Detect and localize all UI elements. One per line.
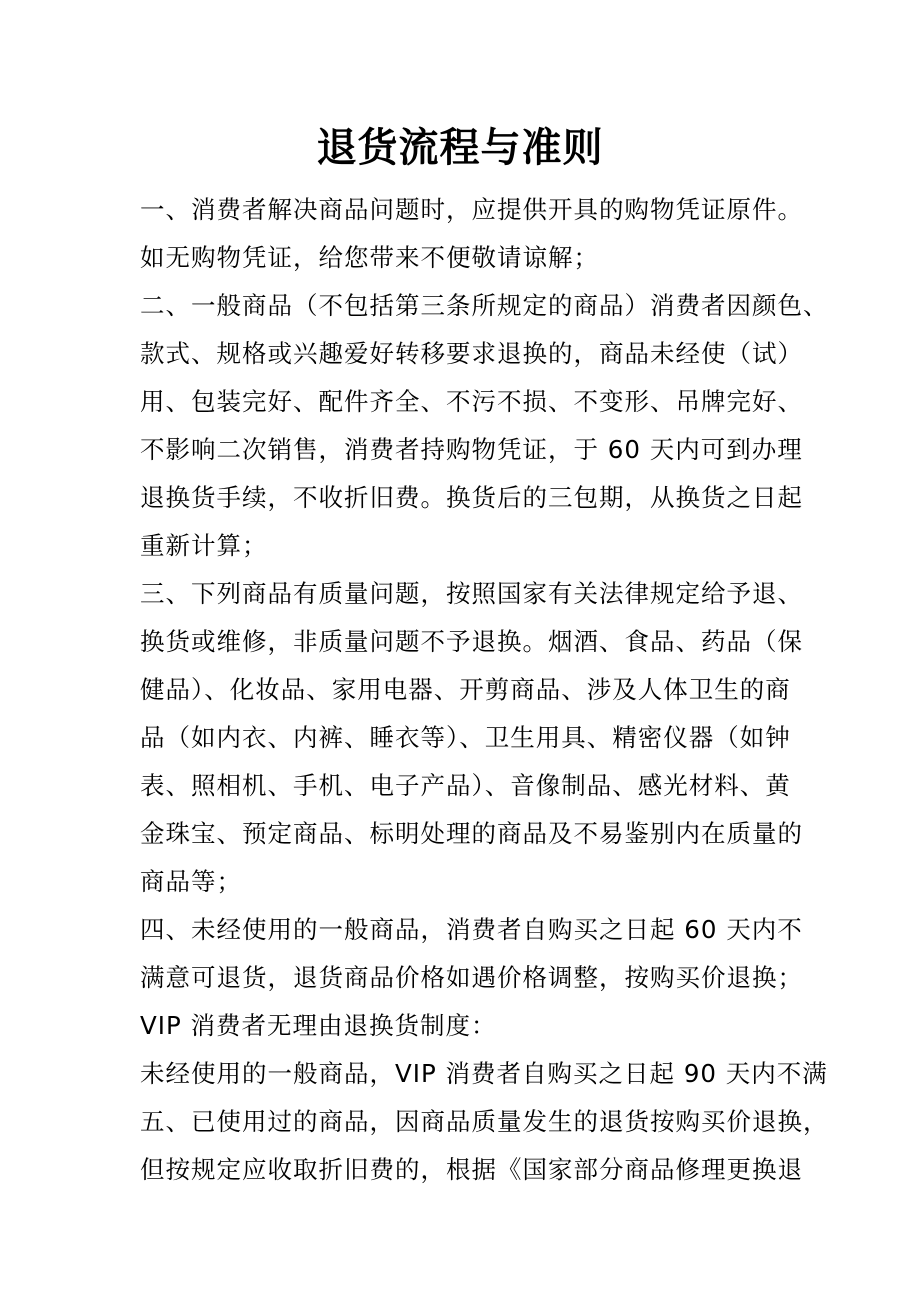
text-line: 换货或维修，非质量问题不予退换。烟酒、食品、药品（保 bbox=[140, 627, 803, 656]
text-line: 表、照相机、手机、电子产品）、音像制品、感光材料、黄 bbox=[140, 771, 791, 800]
text-line: 退换货手续，不收折旧费。换货后的三包期，从换货之日起 bbox=[140, 483, 803, 512]
text-line: 满意可退货，退货商品价格如遇价格调整，按购买价退换； bbox=[140, 963, 803, 992]
text-line: 用、包装完好、配件齐全、不污不损、不变形、吊牌完好、 bbox=[140, 387, 803, 416]
text-line: 二、一般商品（不包括第三条所规定的商品）消费者因颜色、 bbox=[140, 291, 829, 320]
text-line: 健品）、化妆品、家用电器、开剪商品、涉及人体卫生的商 bbox=[140, 675, 791, 704]
text-line: 品（如内衣、内裤、睡衣等）、卫生用具、精密仪器（如钟 bbox=[140, 723, 791, 752]
text-line: 一、消费者解决商品问题时，应提供开具的购物凭证原件。 bbox=[140, 195, 803, 224]
text-line: 如无购物凭证，给您带来不便敬请谅解； bbox=[140, 243, 599, 272]
text-line: VIP 消费者无理由退换货制度： bbox=[140, 1011, 497, 1040]
text-line: 款式、规格或兴趣爱好转移要求退换的，商品未经使（试） bbox=[140, 339, 803, 368]
text-line: 未经使用的一般商品，VIP 消费者自购买之日起 90 天内不满 bbox=[140, 1059, 828, 1088]
text-line: 商品等； bbox=[140, 867, 242, 896]
text-line: 但按规定应收取折旧费的，根据《国家部分商品修理更换退 bbox=[140, 1155, 803, 1184]
text-line: 不影响二次销售，消费者持购物凭证，于 60 天内可到办理 bbox=[140, 435, 803, 464]
text-line: 三、下列商品有质量问题，按照国家有关法律规定给予退、 bbox=[140, 579, 803, 608]
document-body bbox=[140, 186, 829, 1194]
text-line: 五、已使用过的商品，因商品质量发生的退货按购买价退换， bbox=[140, 1107, 829, 1136]
document-title: 退货流程与准则 bbox=[316, 125, 604, 171]
text-line: 四、未经使用的一般商品，消费者自购买之日起 60 天内不 bbox=[140, 915, 803, 944]
text-line: 重新计算； bbox=[140, 531, 268, 560]
text-line: 金珠宝、预定商品、标明处理的商品及不易鉴别内在质量的 bbox=[140, 819, 803, 848]
